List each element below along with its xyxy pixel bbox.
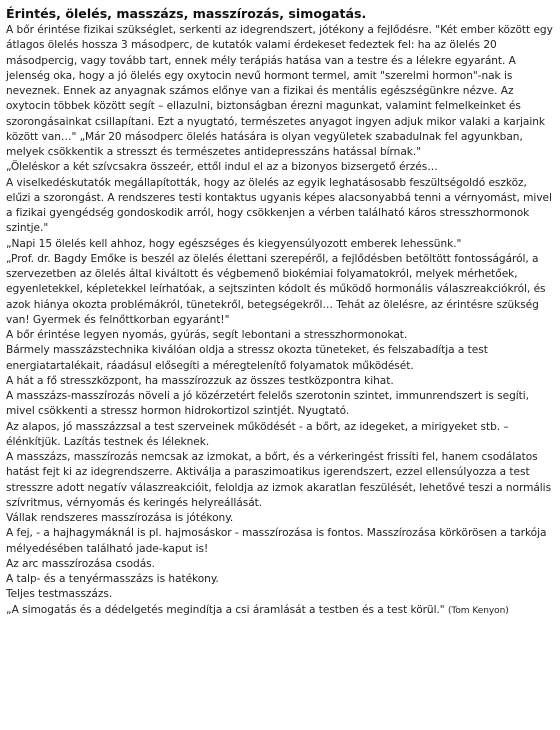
paragraph: A viselkedéskutatók megállapították, hogy az ölelés az egyik leghatásosabb feszültségoldó eszköz, elűzi a szorongást. A rendszeres testi kontaktus ugyanis képes alacsonyabbá tenni a vérnyomást, mivel a fizikai gyengédség gondoskodik arról, hogy csökkenjen a vérben található káros stresszhormonok szintje." [6,176,552,235]
article [6,6,554,619]
paragraph: „Prof. dr. Bagdy Emőke is beszél az ölelés élettani szerepéről, a fejlődésben betöltött fontosságáról, a szervezetben az ölelés által kiváltott és végbemenő biokémiai folyamatokról, melyek mérhetőek, egyenletekkel, képletekkel leírhatóak, a sejtszinten kódolt és működő hormonális válaszreakciókról, és azok hiánya okozta problémákról, tünetekről, betegségekről… Tehát az ölelésre, az érintésre szükség van! Gyermek és felnőttkorban egyaránt!" [6,252,546,326]
paragraph: A bőr érintése fizikai szükséglet, serkenti az idegrendszert, jótékony a fejlődésre. "Két ember között egy átlagos ölelés hossza 3 másodperc, de kutatók valami érdekeset fedeztek fel: ha az ölelés 20 másodpercig, vagy tovább tart, ennek mély terápiás hatása van a testre és a lélekre egyaránt. A jelenség oka, hogy a jó ölelés egy oxytocin nevű hormont termel, amit "szerelmi hormon"-nak is neveznek. Ennek az anyagnak számos előnye van a fizikai és mentális egészségünkre nézve. Az oxytocin többek között segít – ellazulni, biztonságban érezni magunkat, valamint felmelkeinket és szorongásainkat csillapítani. Ezt a nyugtató, természetes anyagot ingyen adjuk mikor valaki a karjaink között van…" „Már 20 másodperc ölelés hatására is olyan vegyületek szabadulnak fel agyunkban, melyek csökkentik a stresszt és természetes antidepresszáns hatással bírnak." [6,24,553,158]
paragraph: A hát a fő stresszközpont, ha masszírozzuk az összes testközpontra kihat. [6,374,394,387]
paragraph: A masszázs, masszírozás nemcsak az izmokat, a bőrt, és a vérkeringést frissíti fel, hanem csodálatos hatást fejt ki az idegrendszerre. Aktiválja a paraszimoatikus igerendszert, ezzel ellensúlyozza a test stresszre adott negatív válaszreakcióit, feloldja az izmok akaratlan feszülését, lehetővé teszi a normális szívritmus, vérnyomás és keringés helyreállását. [6,451,552,509]
paragraph: Bármely masszázstechnika kiválóan oldja a stressz okozta tüneteket, és felszabadítja a test energiatartalékait, ráadásul elősegíti a méregtelenítő folyamatok működését. [6,344,488,372]
paragraph: Vállak rendszeres masszírozása is jótékony. [6,512,234,524]
paragraph: Teljes testmasszázs. [6,588,113,601]
quote-text: „A simogatás és a dédelgetés megindítja a csi áramlását a testben és a test körül." [6,603,445,616]
article-title: Érintés, ölelés, masszázs, masszírozás, simogatás. [6,6,367,21]
paragraph: A masszázs-masszírozás növeli a jó közérzetért felelős szerotonin szintet, immunrendszert is segíti, mivel csökkenti a stressz hormon hidrokortizol szintjét. Nyugtató. [6,390,529,418]
paragraph: Az arc masszírozása csodás. [6,557,155,570]
paragraph: „Öleléskor a két szívcsakra összeér, ettől indul el az a bizonyos bizsergető érzés… [6,161,438,174]
paragraph: A talp- és a tenyérmasszázs is hatékony. [6,573,219,585]
paragraph: A bőr érintése legyen nyomás, gyúrás, segít lebontani a stresszhormonokat. [6,329,408,341]
quote-author: (Tom Kenyon) [447,605,509,616]
closing-quote [6,603,554,619]
paragraph: Az alapos, jó masszázzsal a test szerveinek működését - a bőrt, az idegeket, a mirigyeket stb. – élénkítjük. Lazítás testnek és léleknek. [6,420,509,448]
paragraph: „Napi 15 ölelés kell ahhoz, hogy egészséges és kiegyensúlyozott emberek lehessünk." [6,237,462,250]
paragraph: A fej, - a hajhagymáknál is pl. hajmosáskor - masszírozása is fontos. Masszírozása körkörösen a tarkója mélyedésében található jade-kaput is! [6,527,547,555]
